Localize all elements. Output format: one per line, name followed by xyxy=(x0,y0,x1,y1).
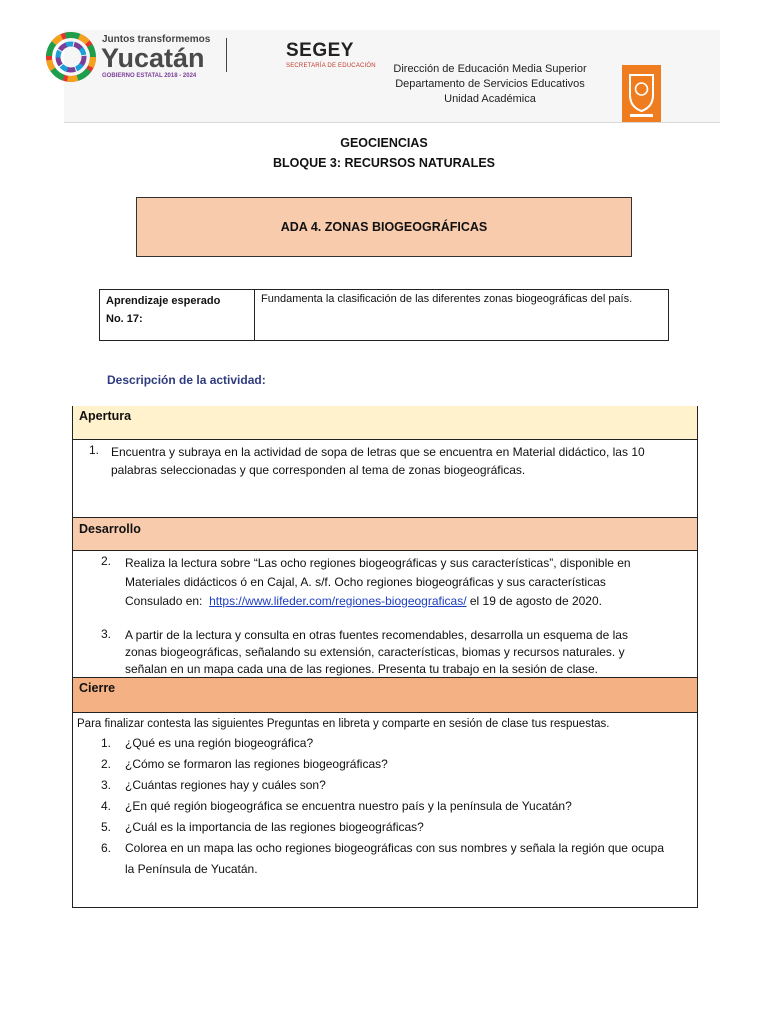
segey-title: SEGEY xyxy=(286,40,354,61)
item-number: 2. xyxy=(101,554,112,568)
question-number: 6. xyxy=(101,841,112,855)
desarrollo-item-2-line1: Realiza la lectura sobre “Las ocho regiones biogeográficas y sus características”, disponible en xyxy=(125,556,631,570)
question-item xyxy=(101,733,691,754)
learning-outcome-label-line2: No. 17: xyxy=(106,313,143,325)
desarrollo-item-2-line2: Materiales didácticos ó en Cajal, A. s/f. Ocho regiones biogeográficas y sus características xyxy=(125,575,606,589)
consulted-suffix: el 19 de agosto de 2020. xyxy=(469,594,602,608)
section-heading-apertura: Apertura xyxy=(73,406,697,440)
learning-outcome-text: Fundamenta la clasificación de las diferentes zonas biogeográficas del país. xyxy=(261,293,633,305)
question-text: ¿Qué es una región biogeográfica? xyxy=(125,736,314,750)
cierre-intro: Para finalizar contesta las siguientes Preguntas en libreta y comparte en sesión de clase tus respuestas. xyxy=(77,718,610,730)
question-text: ¿Cómo se formaron las regiones biogeográficas? xyxy=(125,757,388,771)
desarrollo-item-3-line3: señalan en un mapa cada una de las regiones. Presenta tu trabajo en la sesión de clase. xyxy=(125,662,598,676)
institution-lines xyxy=(378,62,602,107)
section-heading-desarrollo: Desarrollo xyxy=(73,517,697,551)
activity-table xyxy=(72,406,698,908)
question-item xyxy=(101,754,691,775)
learning-outcome-table xyxy=(99,289,669,341)
ada-title-box xyxy=(136,197,632,257)
desarrollo-item-2-line3 xyxy=(125,592,691,611)
lifeder-link[interactable]: https://www.lifeder.com/regiones-biogeograficas/ xyxy=(209,594,467,608)
question-item xyxy=(101,775,691,796)
learning-outcome-label xyxy=(100,290,255,340)
consulted-prefix: Consulado en: xyxy=(125,594,203,608)
question-number: 3. xyxy=(101,778,112,792)
shield-icon xyxy=(622,65,661,122)
apertura-item-1-line1: Encuentra y subraya en la actividad de sopa de letras que se encuentra en Material didáctico, las 10 xyxy=(111,445,645,459)
section-heading-cierre: Cierre xyxy=(73,677,697,713)
school-shield-logo xyxy=(622,65,661,122)
institution-line-1: Dirección de Educación Media Superior xyxy=(393,63,587,75)
question-text: Colorea en un mapa las ocho regiones biogeográficas con sus nombres y señala la región que ocupa xyxy=(125,841,665,855)
ada-title: ADA 4. ZONAS BIOGEOGRÁFICAS xyxy=(280,220,488,234)
document-titles xyxy=(0,133,768,173)
question-number: 4. xyxy=(101,799,112,813)
desarrollo-item-3 xyxy=(125,627,691,678)
question-number: 5. xyxy=(101,820,112,834)
subject-title: GEOCIENCIAS xyxy=(340,136,428,150)
apertura-item-1 xyxy=(111,443,691,479)
activity-description-label: Descripción de la actividad: xyxy=(107,373,266,387)
desarrollo-item-3-line2: zonas biogeográficas, señalando su extensión, características, biomas y recursos naturales. y xyxy=(125,645,625,659)
block-title: BLOQUE 3: RECURSOS NATURALES xyxy=(272,156,495,170)
item-number: 1. xyxy=(89,443,100,457)
question-item xyxy=(101,817,691,838)
apertura-item-1-line2: palabras seleccionadas y que corresponden al tema de zonas biogeográficas. xyxy=(111,463,526,477)
cierre-questions xyxy=(101,733,691,880)
question-6-continuation: la Península de Yucatán. xyxy=(125,862,258,876)
question-text: ¿En qué región biogeográfica se encuentra nuestro país y la península de Yucatán? xyxy=(125,799,572,813)
item-number: 3. xyxy=(101,627,112,641)
desarrollo-item-3-line1: A partir de la lectura y consulta en otras fuentes recomendables, desarrolla un esquema de las xyxy=(125,628,628,642)
question-item xyxy=(101,796,691,817)
logo-divider xyxy=(226,38,227,72)
desarrollo-item-2 xyxy=(125,554,691,611)
segey-subtitle: SECRETARÍA DE EDUCACIÓN xyxy=(286,63,376,69)
question-item xyxy=(101,838,691,859)
question-number: 1. xyxy=(101,736,112,750)
learning-outcome-label-line1: Aprendizaje esperado xyxy=(106,295,221,307)
yucatan-government-logo xyxy=(44,30,214,85)
yucatan-emblem-icon xyxy=(49,35,93,79)
segey-logo xyxy=(286,40,376,70)
logo-sub: GOBIERNO ESTATAL 2018 - 2024 xyxy=(102,73,197,79)
question-text: ¿Cuántas regiones hay y cuáles son? xyxy=(125,778,326,792)
question-number: 2. xyxy=(101,757,112,771)
logo-top-line: Juntos transformemos xyxy=(102,34,211,45)
question-text: ¿Cuál es la importancia de las regiones biogeográficas? xyxy=(125,820,424,834)
logo-word: Yucatán xyxy=(101,43,205,73)
institution-line-2: Departamento de Servicios Educativos xyxy=(395,78,585,90)
institution-line-3: Unidad Académica xyxy=(444,93,536,105)
